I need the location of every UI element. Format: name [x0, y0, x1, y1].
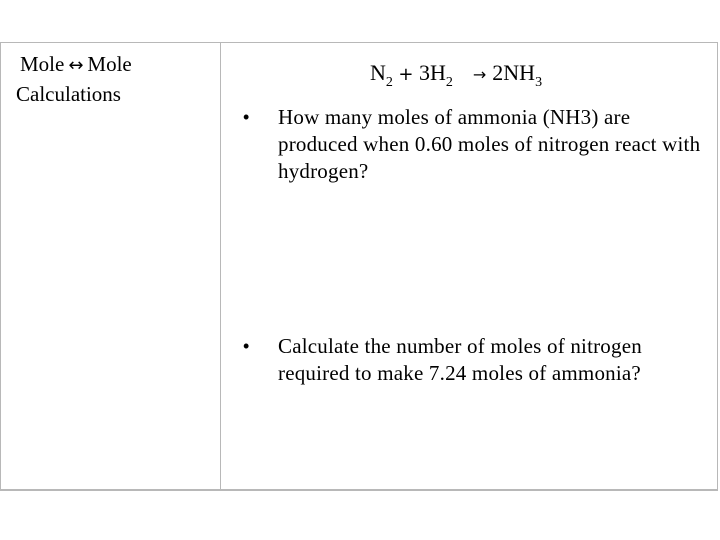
eq-nitrogen-subscript: 2: [385, 75, 393, 90]
title-word-mole-2: Mole: [87, 52, 132, 76]
bullet-icon: •: [243, 336, 250, 356]
eq-ammonia-subscript: 3: [535, 75, 543, 90]
question-1-text: How many moles of ammonia (NH3) are produced when 0.60 moles of nitrogen react with hydrogen?: [278, 105, 701, 183]
left-cell-title: [16, 50, 216, 108]
eq-ammonia: 2NH: [492, 60, 536, 85]
title-line-2: Calculations: [16, 82, 121, 106]
eq-nitrogen: N: [370, 60, 386, 85]
question-2: [243, 333, 703, 387]
question-1: [243, 104, 703, 185]
double-arrow-icon: ↔: [68, 55, 84, 76]
eq-hydrogen-subscript: 2: [445, 75, 453, 90]
column-divider: [220, 42, 221, 491]
bullet-icon: •: [243, 107, 250, 127]
title-word-mole-1: Mole: [20, 52, 65, 76]
reaction-arrow-icon: →: [472, 65, 487, 84]
chemical-equation: [370, 58, 542, 90]
eq-plus: +: [398, 64, 414, 85]
title-line-1: [16, 50, 216, 80]
eq-hydrogen: 3H: [418, 60, 446, 85]
question-2-text: Calculate the number of moles of nitrogen required to make 7.24 moles of ammonia?: [278, 334, 642, 385]
